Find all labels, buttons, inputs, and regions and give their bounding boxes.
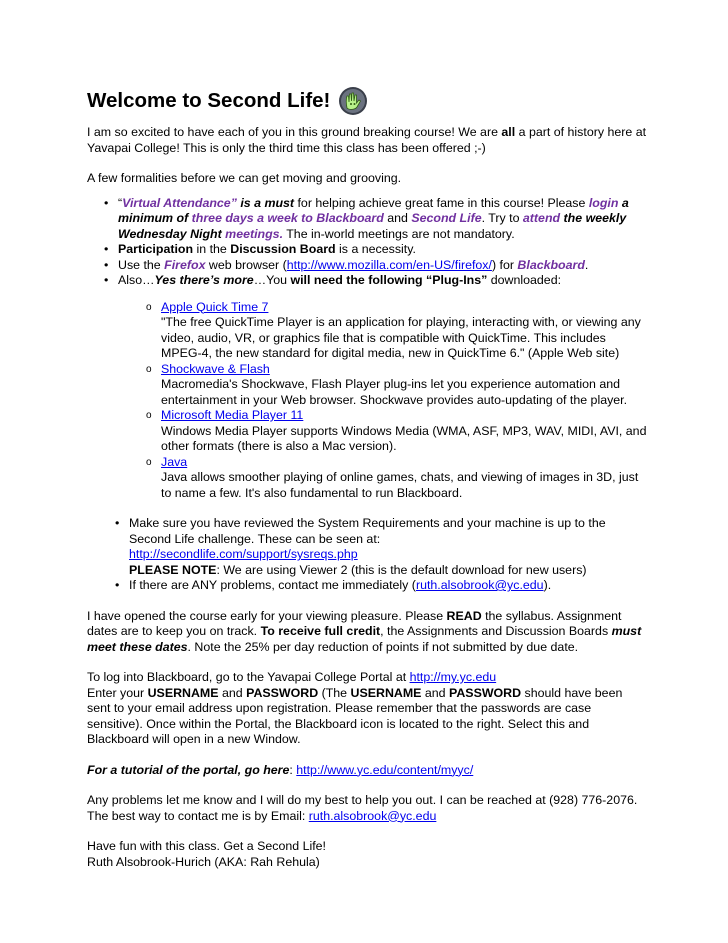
list-item-firefox: • Use the Firefox web browser (http://www.mozilla.com/en-US/firefox/) for Blackboard.	[118, 258, 647, 274]
syllabus-paragraph: I have opened the course early for your viewing pleasure. Please READ the syllabus. Assignment dates are to keep you on track. To receive full credit, the Assignments and Discussion Boards must meet these dates. Note the 25% per day reduction of points if not submitted by due date.	[87, 608, 642, 654]
plugin-link-shockwave[interactable]: Shockwave & Flash	[161, 361, 270, 376]
plugin-link-quicktime[interactable]: Apple Quick Time 7	[161, 299, 269, 314]
contact-email-link[interactable]: ruth.alsobrook@yc.edu	[308, 808, 437, 823]
plugin-desc: Java allows smoother playing of online games, chats, and viewing of images in 3D, just to name a few. It's also fundamental to run Blackboard.	[161, 470, 639, 500]
portal-link[interactable]: http://my.yc.edu	[409, 670, 497, 684]
closing-paragraph: Have fun with this class. Get a Second Life! Ruth Alsobrook-Hurich (AKA: Rah Rehula)	[87, 839, 326, 869]
plugin-item	[161, 408, 647, 455]
plugin-link-java[interactable]: Java	[161, 454, 188, 469]
formalities-paragraph: A few formalities before we can get moving and grooving.	[87, 171, 402, 185]
list-item-attendance: • “Virtual Attendance” is a must for helping achieve great fame in this course! Please login a minimum of three days a week to Blackboard and Second Life. Try to attend the weekly Wednesday Night meetings. The in-world meetings are not mandatory.	[118, 196, 647, 243]
login-paragraph: To log into Blackboard, go to the Yavapai College Portal at http://my.yc.edu Enter your USERNAME and PASSWORD (The USERNAME and PASSWORD should have been sent to your email address upon registration. Please remember that the passwords are case sensitive). Once within the Portal, the Blackboard icon is located to the right. Select this and Blackboard will open in a new Window.	[87, 670, 623, 746]
second-life-hand-logo-icon	[338, 86, 368, 116]
plugin-desc: "The free QuickTime Player is an application for playing, interacting with, or viewing any video, audio, VR, or graphics file that is compatible with QuickTime. This includes MPEG-4, the new standard for digital media, new in QuickTime 6." (Apple Web site)	[161, 315, 641, 360]
document-page	[87, 86, 647, 885]
list-item-plugins: • Also…Yes there’s more…You will need the following “Plug-Ins” downloaded: o Apple Quick Time 7 "The free QuickTime Player is an application for playing, interacting with, or viewing any video, audio, VR, or graphics file that is compatible with QuickTime. This includes MPEG-4, the new standard for digital media, new in QuickTime 6." (Apple Web site) o Shockwave & Flash Macromedia's Shockwave, Flash Player plug-ins let you experience automation and entertainment in your Web browser. Shockwave provides auto-updating of the player. o Microsoft Media Player 11 Windows Media Player supports Windows Media (WMA, ASF, MP3, WAV, MIDI, AVI, and other formats (there is also a Mac version). o Java Java allows smoother playing of online games, chats, and viewing of images in 3D, just to name a few. It's also fundamental to run Blackboard.	[118, 273, 647, 501]
plugin-item	[161, 455, 647, 502]
requirements-list	[87, 516, 647, 594]
list-item-problems: • If there are ANY problems, contact me immediately (ruth.alsobrook@yc.edu).	[129, 578, 647, 594]
plugin-link-media-player[interactable]: Microsoft Media Player 11	[161, 408, 304, 422]
email-link[interactable]: ruth.alsobrook@yc.edu	[415, 578, 544, 592]
title-text: Welcome to Second Life!	[87, 89, 331, 112]
intro-paragraph: I am so excited to have each of you in this ground breaking course! We are all a part of history here at Yavapai College! This is only the third time this class has been offered ;-)	[87, 125, 647, 155]
plugin-desc: Windows Media Player supports Windows Media (WMA, ASF, MP3, WAV, MIDI, AVI, and other formats (there is also a Mac version).	[161, 423, 647, 453]
firefox-link[interactable]: http://www.mozilla.com/en-US/firefox/	[286, 257, 492, 272]
list-item-sysreq: • Make sure you have reviewed the System Requirements and your machine is up to the Second Life challenge. These can be seen at: http://secondlife.com/support/sysreqs.php PLEASE NOTE: We are using Viewer 2 (this is the default download for new users)	[129, 516, 647, 578]
plugins-list	[118, 300, 647, 502]
plugin-item	[161, 300, 647, 362]
formalities-list	[87, 196, 647, 502]
signature: Ruth Alsobrook-Hurich (AKA: Rah Rehula)	[87, 854, 320, 869]
contact-paragraph: Any problems let me know and I will do my best to help you out. I can be reached at (928) 776-2076. The best way to contact me is by Email: ruth.alsobrook@yc.edu	[87, 793, 638, 823]
sysreq-link[interactable]: http://secondlife.com/support/sysreqs.php	[129, 547, 358, 561]
plugin-desc: Macromedia's Shockwave, Flash Player plug-ins let you experience automation and entertainment in your Web browser. Shockwave provides auto-updating of the player.	[161, 377, 628, 407]
plugin-item	[161, 362, 647, 409]
list-item-participation: • Participation in the Discussion Board is a necessity.	[118, 242, 647, 258]
tutorial-paragraph: For a tutorial of the portal, go here: http://www.yc.edu/content/myyc/	[87, 762, 474, 777]
page-title	[87, 86, 647, 116]
tutorial-link[interactable]: http://www.yc.edu/content/myyc/	[296, 762, 474, 777]
